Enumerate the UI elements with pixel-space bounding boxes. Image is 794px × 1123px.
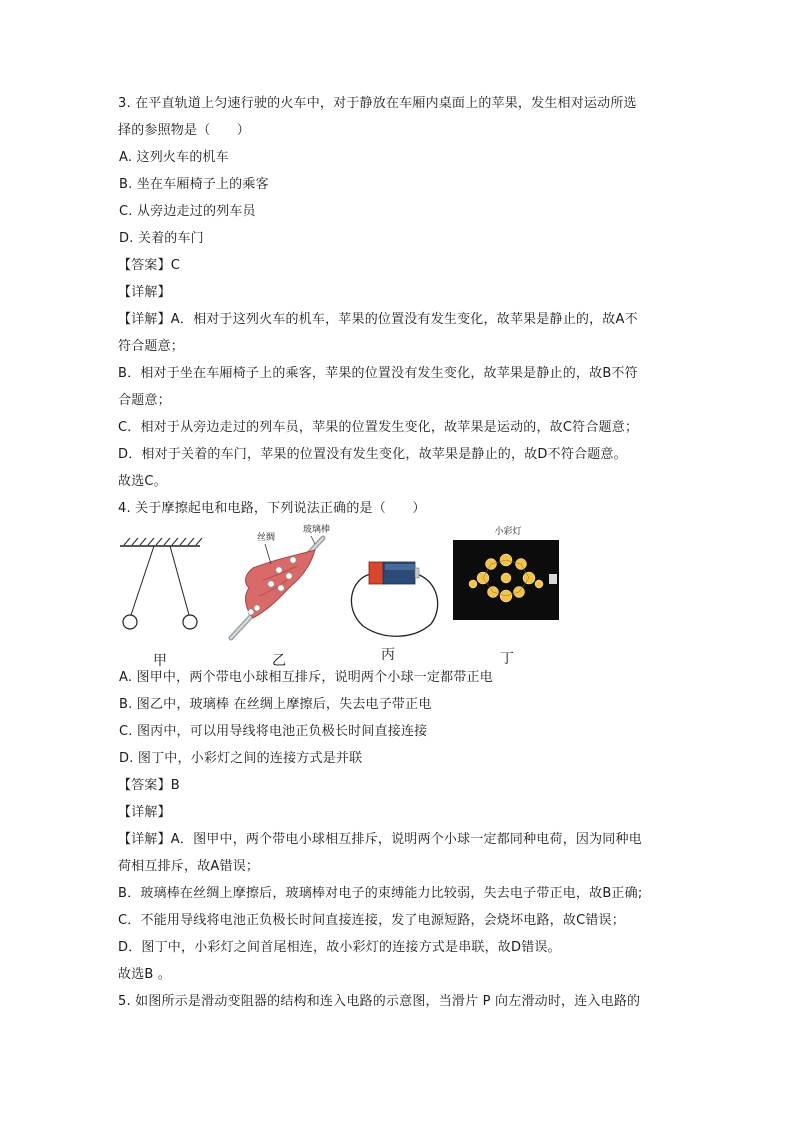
q4-stem: 4. 关于摩擦起电和电路，下列说法正确的是（ ） <box>118 501 426 516</box>
q3-answer: 【答案】C <box>118 258 181 273</box>
figure-yi <box>223 525 333 669</box>
q4-explain-line: 故选B 。 <box>118 967 172 982</box>
q4-explain-line: D．图丁中，小彩灯之间首尾相连，故小彩灯的连接方式是串联，故D错误。 <box>118 940 561 955</box>
figure-label-jia: 甲 <box>153 653 167 669</box>
q3-detail-heading: 【详解】 <box>118 285 171 300</box>
glass-rod-silk-illustration <box>223 530 333 642</box>
q4-detail-heading: 【详解】 <box>118 805 171 820</box>
q4-option-c: C. 图丙中，可以用导线将电池正负极长时间直接连接 <box>119 724 428 739</box>
q4-option-a: A. 图甲中，两个带电小球相互排斥，说明两个小球一定都带正电 <box>119 670 493 685</box>
q4-answer: 【答案】B <box>118 778 180 793</box>
q3-explain-line: 符合题意； <box>118 339 185 354</box>
q4-figures <box>118 525 688 669</box>
exam-page <box>118 90 688 1015</box>
figure-ding <box>453 524 563 667</box>
q4-explain-line: C．不能用导线将电池正负极长时间直接连接，发了电源短路，会烧坏电路，故C错误； <box>118 913 625 928</box>
glass-rod-label: 玻璃棒 <box>303 525 331 535</box>
q3-explain-line: 合题意； <box>118 393 171 408</box>
lights-title: 小彩灯 <box>494 527 522 537</box>
q5-stem: 5. 如图所示是滑动变阻器的结构和连入电路的示意图，当滑片 P 向左滑动时，连入电路的 <box>118 994 641 1009</box>
q4-option-b: B. 图乙中，玻璃棒 在丝绸上摩擦后，失去电子带正电 <box>119 697 432 712</box>
q3-explain-line: B．相对于坐在车厢椅子上的乘客，苹果的位置没有发生变化，故苹果是静止的，故B不符 <box>118 366 638 381</box>
q3-option-c: C. 从旁边走过的列车员 <box>119 204 256 219</box>
q3-explain-line: 故选C。 <box>118 474 167 489</box>
q3-explain-line: C．相对于从旁边走过的列车员，苹果的位置发生变化，故苹果是运动的，故C符合题意； <box>118 420 639 435</box>
q3-option-a: A. 这列火车的机车 <box>119 150 229 165</box>
q4-explain-line: B．玻璃棒在丝绸上摩擦后，玻璃棒对电子的束缚能力比较弱，失去电子带正电，故B正确; <box>118 886 643 901</box>
q3-explain-line: D．相对于关着的车门，苹果的位置没有发生变化，故苹果是静止的，故D不符合题意。 <box>118 447 627 462</box>
q3-explain-line: 【详解】A．相对于这列火车的机车，苹果的位置没有发生变化，故苹果是静止的，故A不 <box>118 312 638 327</box>
hanging-balls-illustration <box>118 536 208 646</box>
q3-stem-line-2: 择的参照物是（ ） <box>118 123 251 138</box>
q3-option-b: B. 坐在车厢椅子上的乘客 <box>119 177 269 192</box>
figure-label-ding: 丁 <box>500 651 514 667</box>
q4-explain-line: 荷相互排斥，故A错误； <box>118 859 260 874</box>
battery-short-circuit-illustration <box>343 548 443 644</box>
figure-jia <box>118 536 208 669</box>
q4-option-d: D. 图丁中，小彩灯之间的连接方式是并联 <box>119 751 363 766</box>
figure-bing <box>343 548 443 668</box>
figure-label-bing: 丙 <box>381 647 395 663</box>
string-lights-photo <box>453 540 559 620</box>
q4-explain-line: 【详解】A．图甲中，两个带电小球相互排斥，说明两个小球一定都同种电荷，因为同种电 <box>118 832 642 847</box>
silk-label: 丝绸 <box>257 533 276 543</box>
q3-stem-line-1: 3. 在平直轨道上匀速行驶的火车中，对于静放在车厢内桌面上的苹果，发生相对运动所选 <box>118 96 637 111</box>
q3-option-d: D. 关着的车门 <box>119 231 204 246</box>
figure-label-yi: 乙 <box>272 653 286 669</box>
